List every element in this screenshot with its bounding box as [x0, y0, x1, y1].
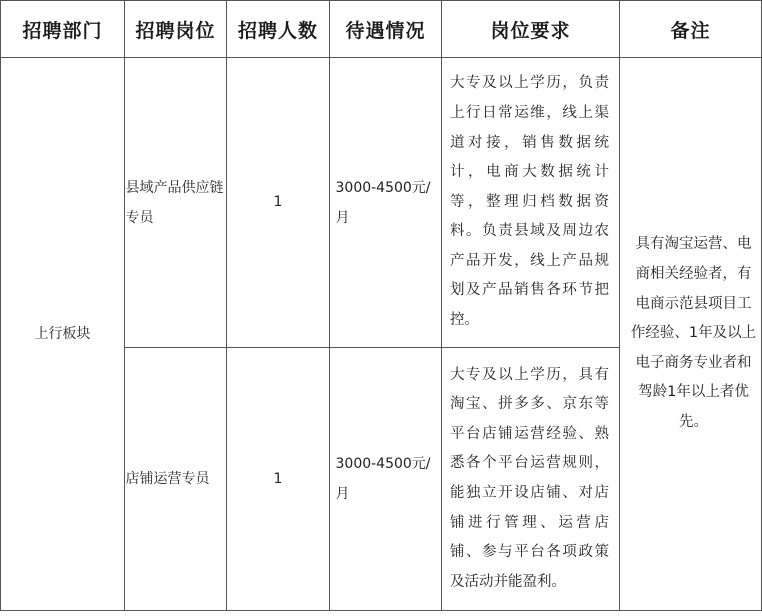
- header-notes: 备注: [620, 1, 762, 58]
- department-name: 上行板块: [34, 325, 91, 342]
- headcount-cell: [227, 58, 330, 348]
- position-title: 店铺运营专员: [125, 471, 210, 487]
- position-cell: [125, 348, 227, 611]
- salary-value: 3000-4500元/月: [335, 456, 431, 502]
- position-cell: [125, 58, 227, 348]
- requirements-text: 大专及以上学历，负责上行日常运维，线上渠道对接，销售数据统计，电商大数据统计等，整理归档数据资料。负责县域及周边农产品开发，线上产品规划及产品销售各环节把控。: [450, 75, 609, 329]
- headcount-value: 1: [273, 470, 283, 487]
- headcount-cell: [227, 348, 330, 611]
- header-department: 招聘部门: [1, 1, 125, 58]
- position-title: 县域产品供应链专员: [125, 179, 224, 226]
- department-cell: [1, 58, 125, 611]
- notes-cell: [620, 58, 762, 611]
- requirements-cell: [442, 58, 620, 348]
- header-position: 招聘岗位: [125, 1, 227, 58]
- salary-value: 3000-4500元/月: [335, 179, 431, 226]
- header-row: [1, 1, 762, 58]
- header-requirements: 岗位要求: [442, 1, 620, 58]
- table-row: [1, 58, 762, 348]
- header-headcount: 招聘人数: [227, 1, 330, 58]
- requirements-text: 大专及以上学历，具有淘宝、拼多多、京东等平台店铺运营经验、熟悉各个平台运营规则，能独立开设店铺、对店铺进行管理、运营店铺、参与平台各项政策及活动并能盈利。: [450, 366, 609, 590]
- notes-text: 具有淘宝运营、电商相关经验者，有电商示范县项目工作经验、1年及以上电子商务专业者和驾龄1年以上者优先。: [630, 236, 757, 430]
- headcount-value: 1: [273, 194, 283, 210]
- header-salary: 待遇情况: [330, 1, 442, 58]
- salary-cell: [330, 348, 442, 611]
- requirements-cell: [442, 348, 620, 611]
- salary-cell: [330, 58, 442, 348]
